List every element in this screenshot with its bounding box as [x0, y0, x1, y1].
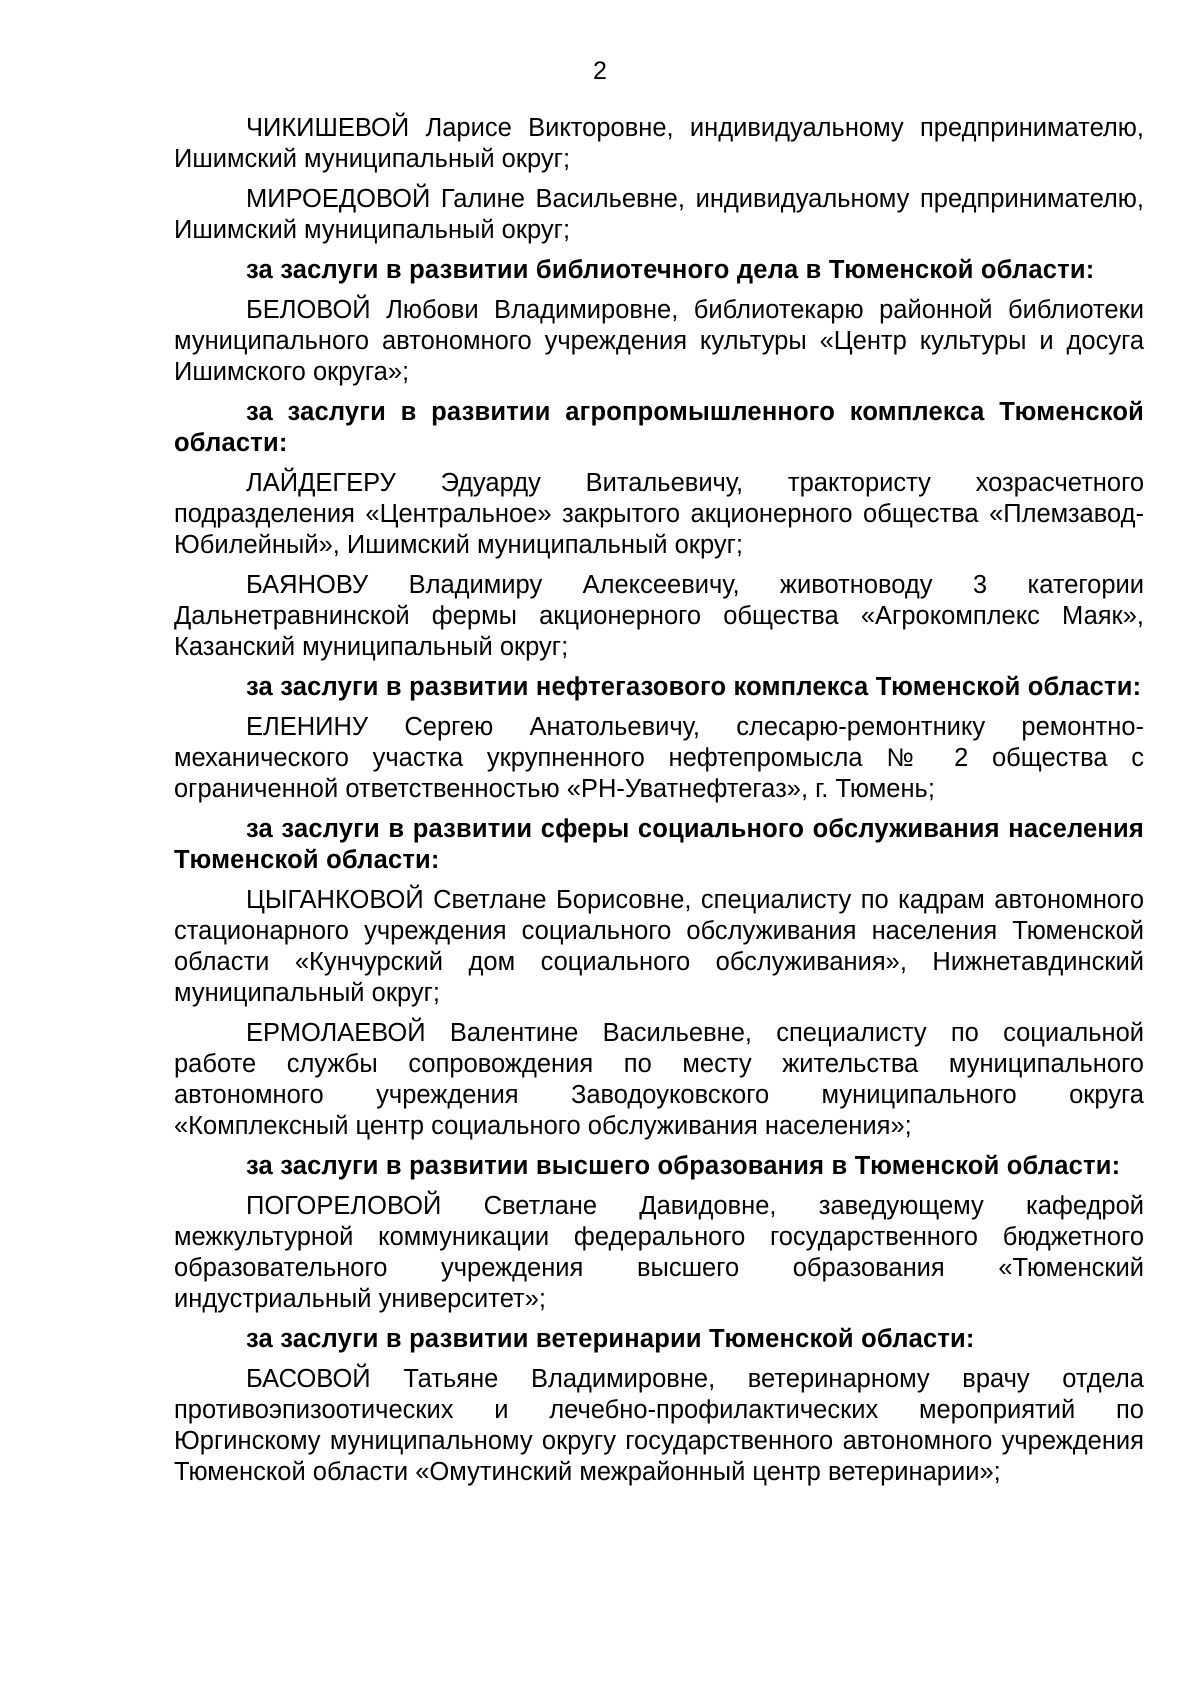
award-entry-miroedova: МИРОЕДОВОЙ Галине Васильевне, индивидуальному предпринимателю, Ишимский муниципальный округ;	[174, 185, 1144, 244]
award-entry-ermolaeva: ЕРМОЛАЕВОЙ Валентине Васильевне, специалисту по социальной работе службы сопровождения по месту жительства муниципального автономного учреждения Заводоуковского муниципального округа «Комплексный центр социального обслуживания населения»;	[174, 1019, 1144, 1140]
award-entry-eleninu: ЕЛЕНИНУ Сергею Анатольевичу, слесарю-ремонтнику ремонтно-механического участка укрупненного нефтепромысла № 2 общества с ограниченной ответственностью «РН-Уватнефтегаз», г. Тюмень;	[174, 713, 1144, 803]
section-heading-social: за заслуги в развитии сферы социального обслуживания населения Тюменской области:	[174, 815, 1144, 874]
award-entry-belova: БЕЛОВОЙ Любови Владимировне, библиотекарю районной библиотеки муниципального автономного учреждения культуры «Центр культуры и досуга Ишимского округа»;	[174, 296, 1144, 386]
section-heading-library: за заслуги в развитии библиотечного дела в Тюменской области:	[246, 256, 1095, 284]
section-heading-higher-education: за заслуги в развитии высшего образования в Тюменской области:	[246, 1152, 1121, 1180]
award-entry-pogorelova: ПОГОРЕЛОВОЙ Светлане Давидовне, заведующему кафедрой межкультурной коммуникации федерального государственного бюджетного образовательного учреждения высшего образования «Тюменский индустриальный университет»;	[174, 1192, 1144, 1313]
award-entry-tsygankova: ЦЫГАНКОВОЙ Светлане Борисовне, специалисту по кадрам автономного стационарного учреждения социального обслуживания населения Тюменской области «Кунчурский дом социального обслуживания», Нижнетавдинский муниципальный округ;	[174, 886, 1144, 1007]
award-entry-bayanov: БАЯНОВУ Владимиру Алексеевичу, животноводу 3 категории Дальнетравнинской фермы акционерного общества «Агрокомплекс Маяк», Казанский муниципальный округ;	[174, 571, 1144, 661]
section-heading-oil-gas: за заслуги в развитии нефтегазового комплекса Тюменской области:	[246, 673, 1142, 701]
section-heading-veterinary: за заслуги в развитии ветеринарии Тюменской области:	[246, 1325, 975, 1353]
page-number: 2	[593, 57, 607, 85]
award-entry-chikisheva: ЧИКИШЕВОЙ Ларисе Викторовне, индивидуальному предпринимателю, Ишимский муниципальный округ;	[174, 114, 1144, 173]
document-body	[174, 113, 1144, 1488]
award-entry-basova: БАСОВОЙ Татьяне Владимировне, ветеринарному врачу отдела противоэпизоотических и лечебно-профилактических мероприятий по Юргинскому муниципальному округу государственного автономного учреждения Тюменской области «Омутинский межрайонный центр ветеринарии»;	[174, 1365, 1144, 1486]
award-entry-laydegeru: ЛАЙДЕГЕРУ Эдуарду Витальевичу, трактористу хозрасчетного подразделения «Центральное» закрытого акционерного общества «Племзавод-Юбилейный», Ишимский муниципальный округ;	[174, 469, 1144, 559]
section-heading-agro: за заслуги в развитии агропромышленного комплекса Тюменской области:	[174, 398, 1144, 457]
